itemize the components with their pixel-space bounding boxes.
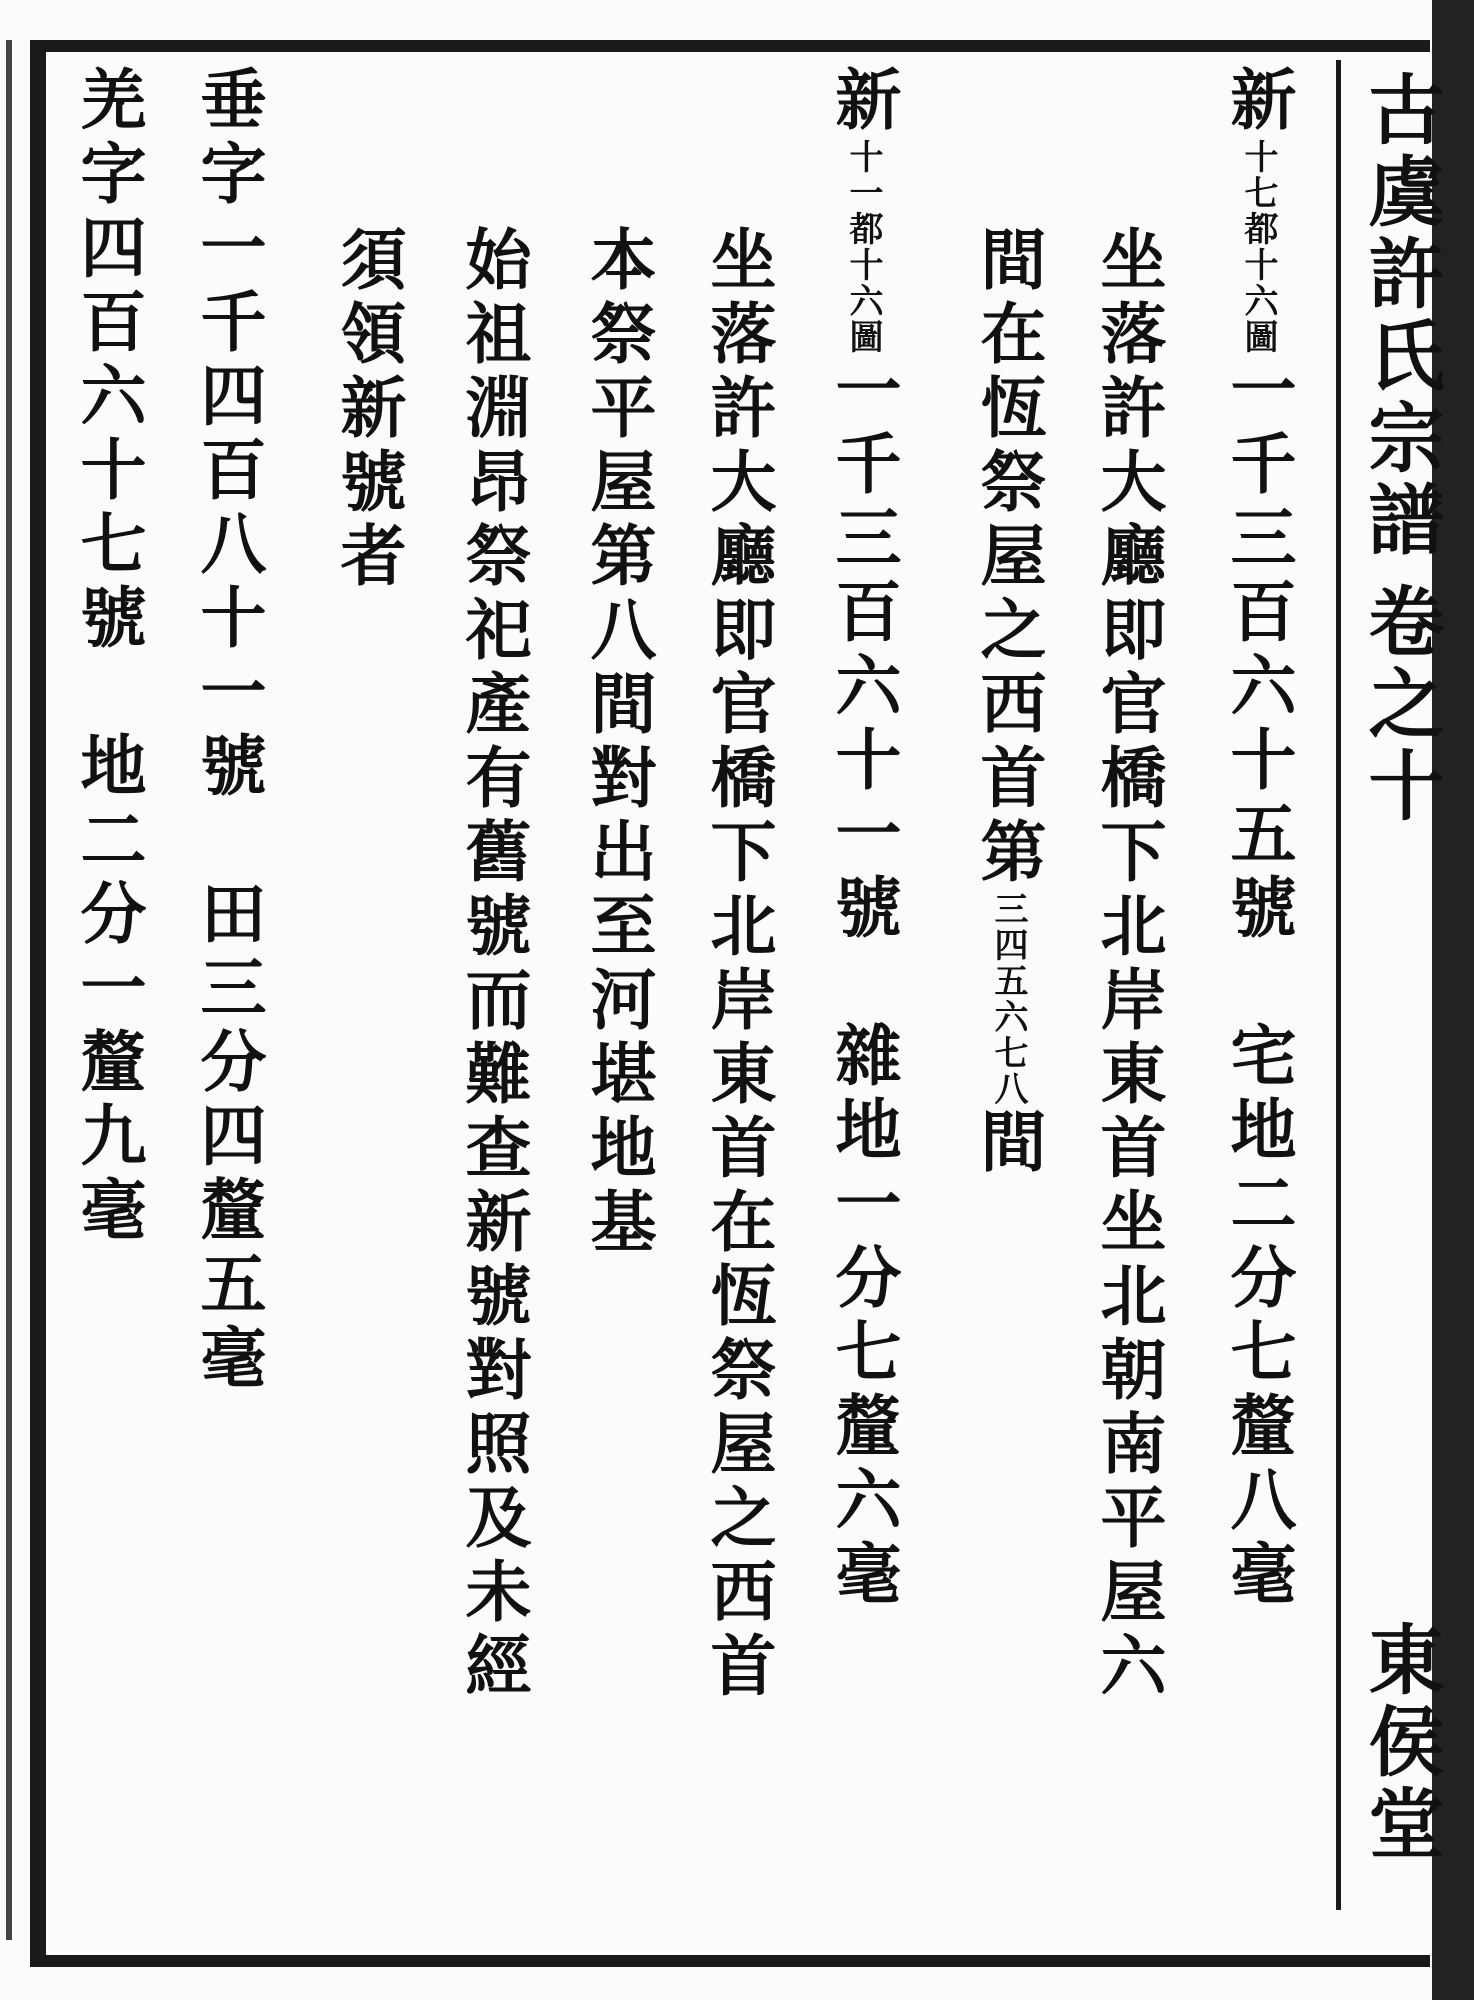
column-text: 坐落許大廳即官橋下北岸東首在恆祭屋之西首 [699,225,777,1705]
column-text: 一千三百六十五號 宅地二分七釐八毫 [1219,355,1297,1613]
column-text: 須領新號者 [329,225,407,595]
margin-divider [1336,60,1341,1910]
column-note: 十七都十六圖 [1238,139,1278,355]
text-column-3 [969,225,1047,1181]
column-text: 始祖淵昂祭祀產有舊號而難查新號對照及未經 [454,225,532,1705]
column-text: 本祭平屋第八間對出至河堪地基 [579,225,657,1261]
column-text: 垂字一千四百八十一號 田三分四釐五毫 [189,65,267,1397]
hall-name: 東侯堂 [1356,1620,1445,1866]
frame-left-border [30,40,46,1967]
column-head: 新 [1219,65,1297,139]
column-note: 三四五六七八 [988,891,1028,1107]
volume-label: 卷之十 [1356,582,1445,828]
text-column-7 [454,225,532,1705]
column-text: 間在恆祭屋之西首第 [969,225,1047,891]
frame-left-edge [6,40,12,1940]
frame-bottom-border [40,1955,1430,1967]
text-column-4 [824,65,902,1613]
column-note: 十一都十六圖 [843,139,883,355]
column-tail: 間 [969,1107,1047,1181]
text-column-1 [1219,65,1297,1613]
text-column-9 [189,65,267,1397]
text-column-8 [329,225,407,595]
text-column-2 [1089,225,1167,1705]
book-title: 古虞許氏宗譜 [1356,70,1445,562]
text-column-10 [69,65,147,1249]
column-text: 一千三百六十一號 雜地一分七釐六毫 [824,355,902,1613]
column-text: 羌字四百六十七號 地二分一釐九毫 [69,65,147,1249]
margin-title [1346,70,1455,828]
frame-top-border [40,40,1430,52]
text-column-6 [579,225,657,1261]
column-text: 坐落許大廳即官橋下北岸東首坐北朝南平屋六 [1089,225,1167,1705]
text-column-5 [699,225,777,1705]
column-head: 新 [824,65,902,139]
